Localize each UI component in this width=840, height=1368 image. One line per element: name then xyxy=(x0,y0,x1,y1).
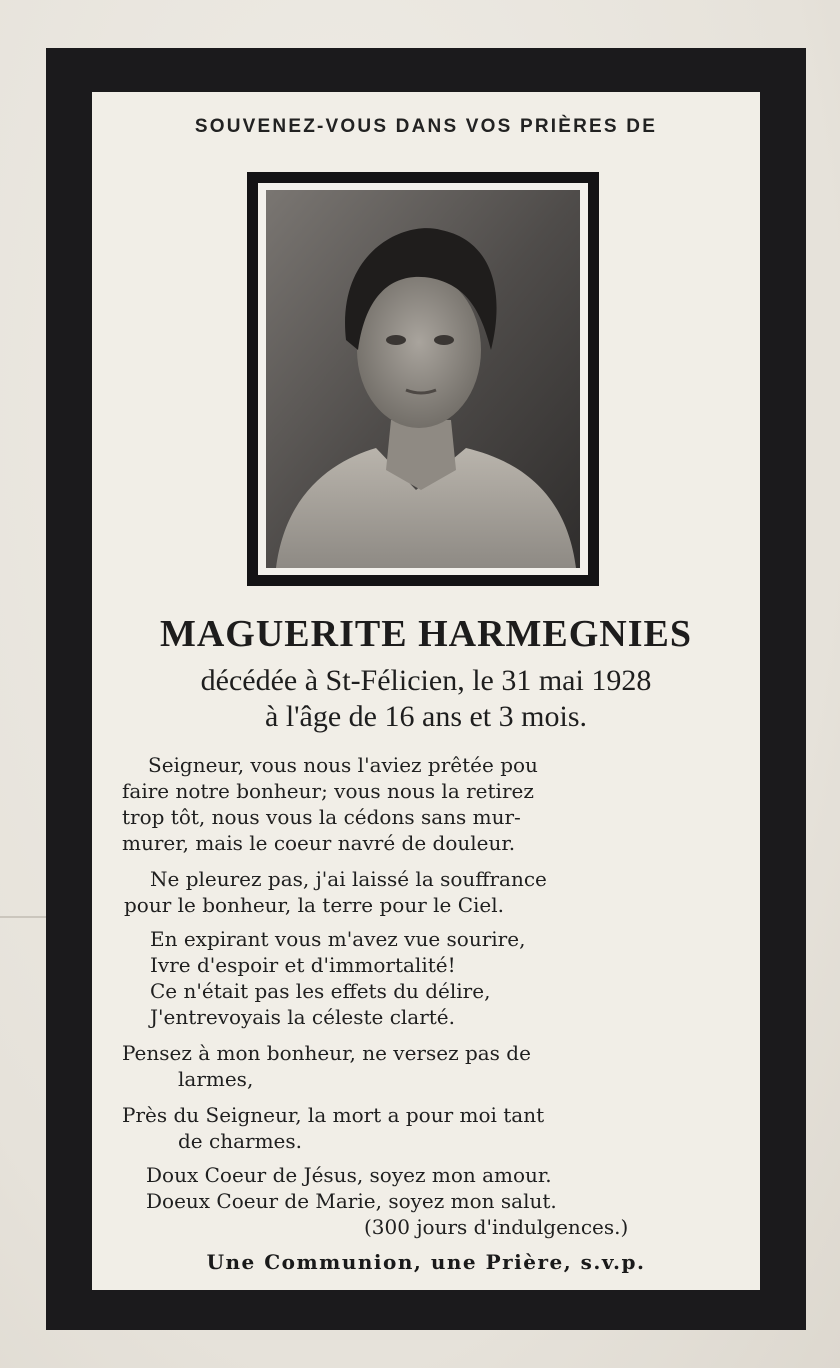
footer-request: Une Communion, une Prière, s.v.p. xyxy=(206,1250,646,1274)
prayer-line: faire notre bonheur; vous nous la retirez xyxy=(122,779,534,803)
prayer-paragraph-4 xyxy=(122,1040,722,1092)
prayer-line: Ne pleurez pas, j'ai laissé la souffrance xyxy=(150,867,547,891)
prayer-line: J'entrevoyais la céleste clarté. xyxy=(150,1005,455,1029)
death-date-line: décédée à St-Félicien, le 31 mai 1928 xyxy=(200,664,652,697)
prayer-line: Ivre d'espoir et d'immortalité! xyxy=(150,953,456,977)
prayer-paragraph-1 xyxy=(122,752,748,856)
prayer-line: Doux Coeur de Jésus, soyez mon amour. xyxy=(146,1163,552,1187)
prayer-line: Pensez à mon bonheur, ne versez pas de xyxy=(122,1041,531,1065)
portrait-image xyxy=(266,190,580,568)
deceased-name: MAGUERITE HARMEGNIES xyxy=(160,613,692,655)
header-text: SOUVENEZ-VOUS DANS VOS PRIÈRES DE xyxy=(194,116,658,137)
prayer-line: Seigneur, vous nous l'aviez prêtée pou xyxy=(148,753,538,777)
card-inner xyxy=(92,92,760,1290)
prayer-line: Ce n'était pas les effets du délire, xyxy=(150,979,491,1003)
prayer-line: pour le bonheur, la terre pour le Ciel. xyxy=(124,893,505,917)
prayer-line: murer, mais le coeur navré de douleur. xyxy=(122,831,516,855)
prayer-paragraph-5 xyxy=(122,1102,722,1154)
photo-frame xyxy=(247,172,599,586)
prayer-line: En expirant vous m'avez vue sourire, xyxy=(150,927,526,951)
prayer-line: Doeux Coeur de Marie, soyez mon salut. xyxy=(146,1189,557,1213)
portrait-photo xyxy=(266,190,580,568)
paper-crease xyxy=(0,916,46,918)
prayer-line: trop tôt, nous vous la cédons sans mur- xyxy=(122,805,521,829)
indulgence-note: (300 jours d'indulgences.) xyxy=(364,1215,629,1239)
prayer-line: larmes, xyxy=(178,1067,254,1091)
prayer-line: Près du Seigneur, la mort a pour moi tant xyxy=(122,1103,545,1127)
prayer-verse xyxy=(150,926,750,1030)
prayer-paragraph-2 xyxy=(124,866,750,918)
age-line: à l'âge de 16 ans et 3 mois. xyxy=(265,700,587,733)
invocations xyxy=(146,1162,746,1240)
prayer-line: de charmes. xyxy=(178,1129,302,1153)
